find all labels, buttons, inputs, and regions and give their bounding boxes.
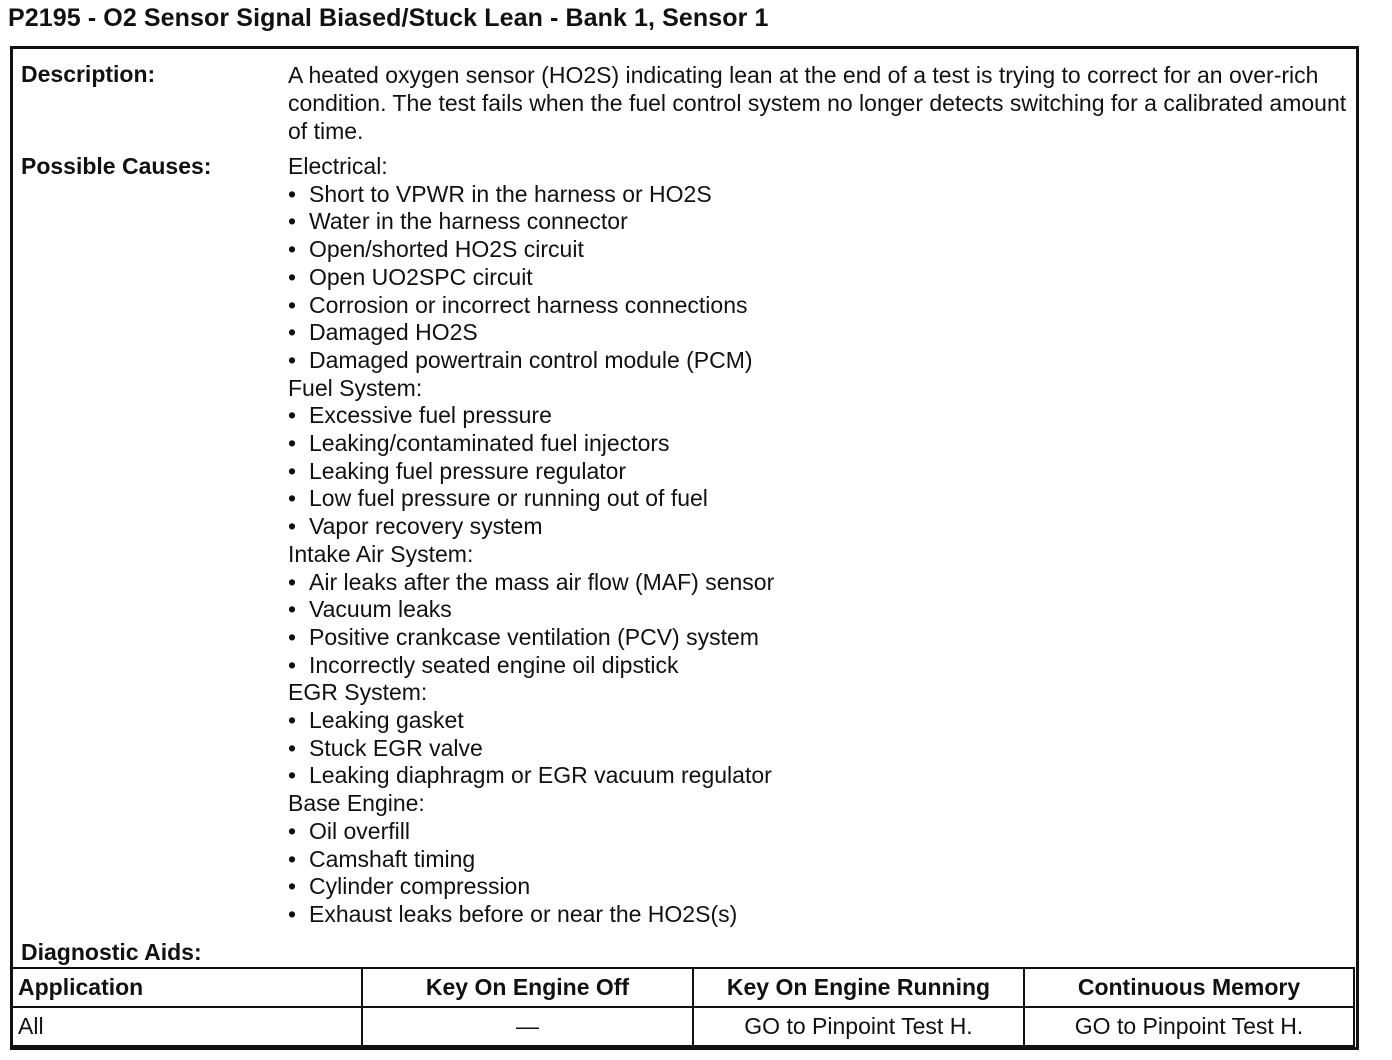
cause-group-heading: EGR System: (288, 679, 428, 706)
list-item: • Camshaft timing (288, 846, 774, 874)
list-item: • Leaking fuel pressure regulator (288, 458, 774, 486)
list-item: • Incorrectly seated engine oil dipstick (288, 652, 774, 680)
key-on-engine-off-cell: — (362, 1007, 693, 1046)
list-item: • Open UO2SPC circuit (288, 264, 774, 292)
table-header-row (11, 968, 1354, 1007)
list-item: • Open/shorted HO2S circuit (288, 236, 774, 264)
list-item: • Water in the harness connector (288, 208, 774, 236)
column-header-continuous-memory: Continuous Memory (1024, 968, 1354, 1007)
cause-group-heading: Electrical: (288, 153, 388, 179)
cause-group-heading: Base Engine: (288, 790, 425, 817)
list-item: • Vapor recovery system (288, 513, 774, 541)
diagnostic-aids-label: Diagnostic Aids: (21, 939, 202, 965)
possible-causes-label: Possible Causes: (21, 153, 212, 179)
diagnostic-aids-table (10, 967, 1355, 1047)
list-item: • Low fuel pressure or running out of fuel (288, 485, 774, 513)
table-row (11, 1007, 1354, 1046)
column-header-application: Application (11, 968, 362, 1007)
list-item: • Exhaust leaks before or near the HO2S(s) (288, 901, 774, 929)
description-section (21, 61, 1348, 151)
list-item: • Stuck EGR valve (288, 735, 774, 763)
dtc-info-box (10, 46, 1359, 1050)
list-item: • Damaged HO2S (288, 319, 774, 347)
description-text: A heated oxygen sensor (HO2S) indicating lean at the end of a test is trying to correct for an over-rich condition. The test fails when the fuel control system no longer detects switching for a calibrated amount of time. (288, 62, 1347, 144)
list-item: • Positive crankcase ventilation (PCV) system (288, 624, 774, 652)
cause-group-heading: Fuel System: (288, 374, 423, 401)
list-item: • Vacuum leaks (288, 596, 774, 624)
list-item: • Cylinder compression (288, 873, 774, 901)
continuous-memory-cell: GO to Pinpoint Test H. (1024, 1007, 1354, 1046)
application-cell: All (11, 1007, 362, 1046)
possible-causes-list (288, 153, 774, 929)
page-title: P2195 - O2 Sensor Signal Biased/Stuck Lean - Bank 1, Sensor 1 (8, 4, 769, 32)
list-item: • Damaged powertrain control module (PCM) (288, 347, 774, 375)
list-item: • Excessive fuel pressure (288, 402, 774, 430)
cause-group-heading: Intake Air System: (288, 540, 474, 567)
list-item: • Leaking/contaminated fuel injectors (288, 430, 774, 458)
list-item: • Leaking gasket (288, 707, 774, 735)
list-item: • Air leaks after the mass air flow (MAF) sensor (288, 569, 774, 597)
list-item: • Short to VPWR in the harness or HO2S (288, 181, 774, 209)
list-item: • Leaking diaphragm or EGR vacuum regulator (288, 762, 774, 790)
column-header-key-on-engine-off: Key On Engine Off (362, 968, 693, 1007)
list-item: • Oil overfill (288, 818, 774, 846)
list-item: • Corrosion or incorrect harness connections (288, 292, 774, 320)
column-header-key-on-engine-running: Key On Engine Running (693, 968, 1024, 1007)
description-label: Description: (21, 61, 156, 87)
key-on-engine-running-cell: GO to Pinpoint Test H. (693, 1007, 1024, 1046)
